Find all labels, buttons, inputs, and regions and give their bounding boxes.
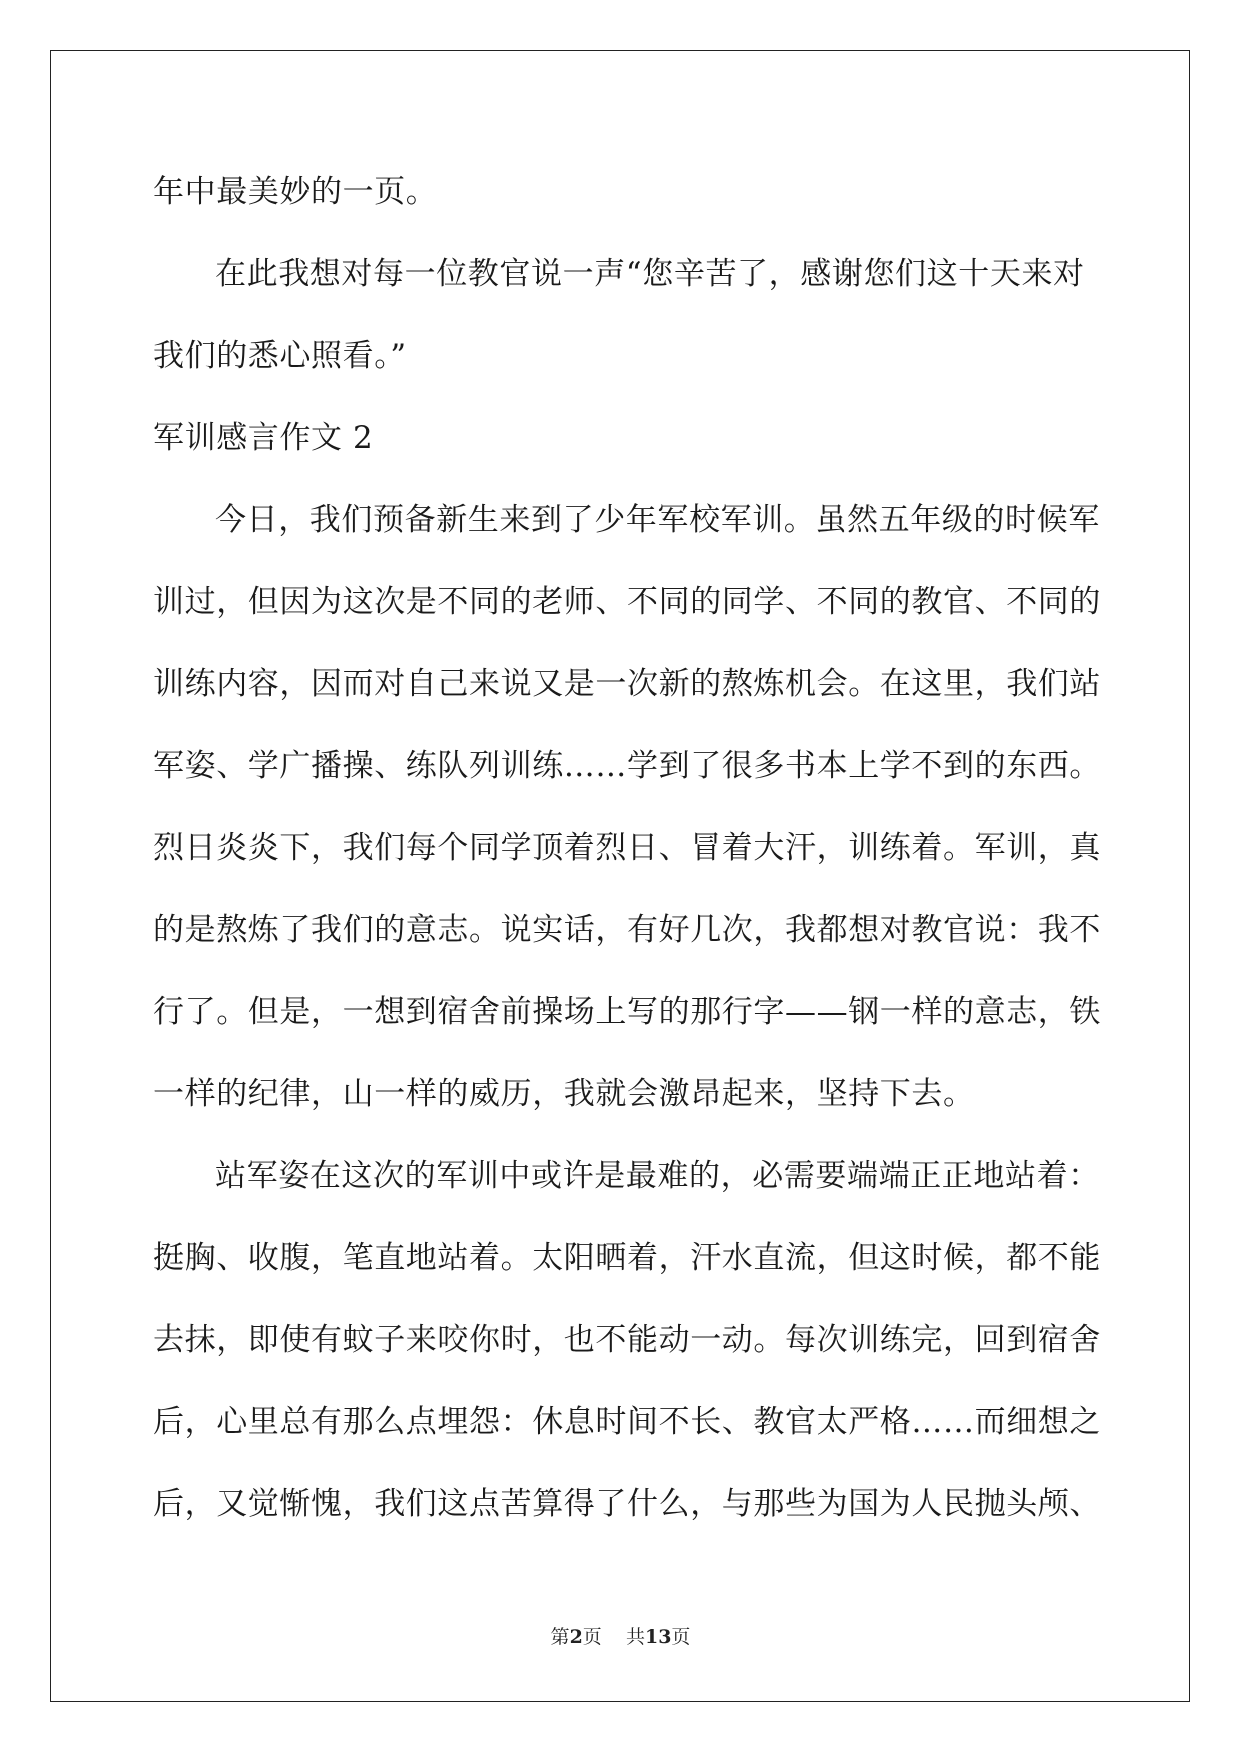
- text-line: 今日，我们预备新生来到了少年军校军训。虽然五年级的时候军: [215, 502, 1100, 538]
- text-line: 去抹，即使有蚊子来咬你时，也不能动一动。每次训练完，回到宿舍: [153, 1322, 1101, 1358]
- text-line: 训过，但因为这次是不同的老师、不同的同学、不同的教官、不同的: [153, 584, 1101, 620]
- current-page-number: 2: [569, 1626, 583, 1648]
- text-line: 站军姿在这次的军训中或许是最难的，必需要端端正正地站着：: [215, 1158, 1100, 1194]
- text-line: 年中最美妙的一页。: [153, 174, 438, 210]
- text-line: 后，心里总有那么点埋怨：休息时间不长、教官太严格……而细想之: [153, 1404, 1101, 1440]
- text-line: 一样的纪律，山一样的威历，我就会激昂起来，坚持下去。: [153, 1076, 975, 1112]
- text-line: 训练内容，因而对自己来说又是一次新的熬炼机会。在这里，我们站: [153, 666, 1101, 702]
- text-line: 我们的悉心照看。”: [153, 338, 407, 374]
- text-line: 在此我想对每一位教官说一声“您辛苦了，感谢您们这十天来对: [215, 256, 1085, 292]
- text-line: 军姿、学广播操、练队列训练……学到了很多书本上学不到的东西。: [153, 748, 1101, 784]
- text-line: 的是熬炼了我们的意志。说实话，有好几次，我都想对教官说：我不: [153, 912, 1101, 948]
- total-page-count: 13: [644, 1626, 672, 1648]
- text-line: 后，又觉惭愧，我们这点苦算得了什么，与那些为国为人民抛头颅、: [153, 1486, 1101, 1522]
- footer-prefix: 第: [550, 1626, 570, 1648]
- page-footer: [0, 1622, 1241, 1649]
- section-heading: 军训感言作文 2: [153, 420, 374, 456]
- document-body: [153, 158, 1101, 1552]
- text-line: 烈日炎炎下，我们每个同学顶着烈日、冒着大汗，训练着。军训，真: [153, 830, 1101, 866]
- footer-middle: 页 共: [582, 1626, 645, 1648]
- footer-suffix: 页: [671, 1626, 691, 1648]
- text-line: 挺胸、收腹，笔直地站着。太阳晒着，汗水直流，但这时候，都不能: [153, 1240, 1101, 1276]
- text-line: 行了。但是，一想到宿舍前操场上写的那行字——钢一样的意志，铁: [153, 994, 1101, 1030]
